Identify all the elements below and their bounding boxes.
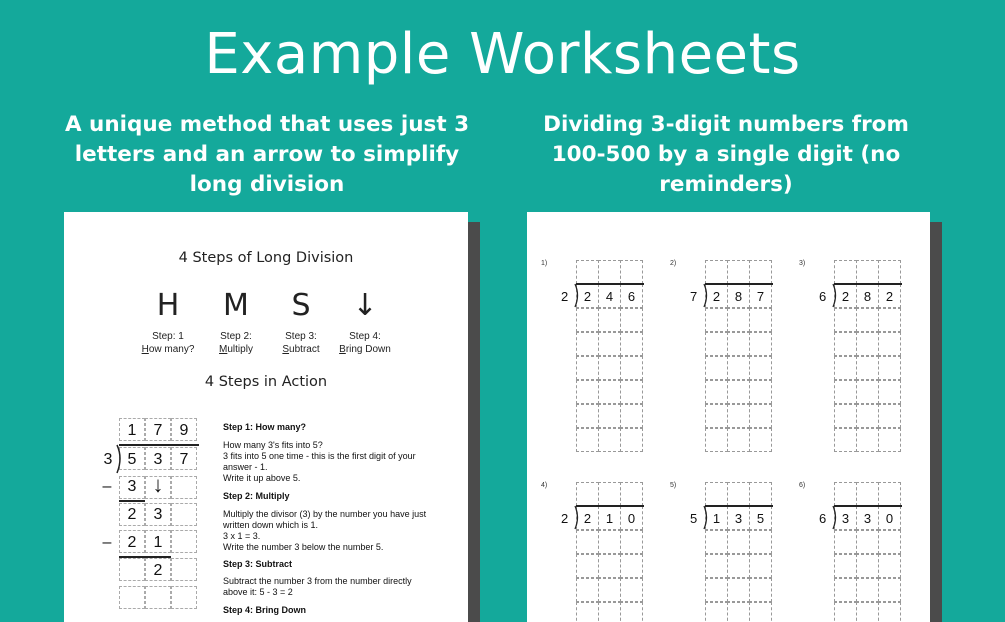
- division-bar: [576, 505, 644, 507]
- dividend-digit: 3: [734, 511, 743, 526]
- grid-cell: [727, 260, 750, 284]
- problem-number: 2): [670, 260, 677, 267]
- grid-cell: [834, 578, 857, 602]
- instruction-heading: Step 2: Multiply: [223, 491, 290, 501]
- grid-cell: [705, 578, 728, 602]
- division-bar: [119, 444, 199, 446]
- grid-cell: [705, 602, 728, 622]
- division-bar: [576, 283, 644, 285]
- grid-cell: [834, 554, 857, 578]
- grid-cell: [727, 356, 750, 380]
- dividend-digit: 0: [627, 511, 636, 526]
- grid-cell: [705, 308, 728, 332]
- grid-cell: [705, 332, 728, 356]
- grid-cell: [749, 530, 772, 554]
- grid-cell: [878, 308, 901, 332]
- divisor: 6: [819, 289, 827, 304]
- grid-cell: [598, 332, 621, 356]
- grid-cell: [856, 380, 879, 404]
- grid-cell: [705, 380, 728, 404]
- grid-cell: [620, 356, 643, 380]
- grid-cell: [834, 308, 857, 332]
- dividend-digit: 3: [841, 511, 850, 526]
- grid-cell: [598, 578, 621, 602]
- instruction-text: Write the number 3 below the number 5.: [223, 542, 384, 552]
- instruction-text: written down which is 1.: [223, 520, 319, 530]
- grid-cell: [620, 380, 643, 404]
- grid-cell: [576, 482, 599, 506]
- down-arrow-icon: ↓: [352, 288, 378, 323]
- grid-cell: [856, 554, 879, 578]
- grid-cell: [620, 308, 643, 332]
- grid-cell: [749, 308, 772, 332]
- grid-cell: [727, 482, 750, 506]
- grid-cell: [576, 602, 599, 622]
- grid-cell: [856, 428, 879, 452]
- grid-cell: [749, 554, 772, 578]
- divisor: 3: [103, 451, 113, 468]
- problem-number: 1): [541, 260, 548, 267]
- grid-cell: [576, 428, 599, 452]
- dividend-digit: 1: [605, 511, 614, 526]
- division-bar: [834, 505, 902, 507]
- instruction-heading: Step 3: Subtract: [223, 559, 293, 569]
- step-caption-1: Step: 1 How many?: [141, 331, 195, 355]
- grid-cell: [705, 428, 728, 452]
- grid-cell: [576, 404, 599, 428]
- grid-cell: [727, 308, 750, 332]
- divisor: 2: [561, 511, 569, 526]
- grid-cell: [749, 482, 772, 506]
- grid-cell: [576, 530, 599, 554]
- grid-cell: [834, 482, 857, 506]
- grid-cell: [878, 578, 901, 602]
- instruction-text: 3 fits into 5 one time - this is the first digit of your: [223, 451, 416, 461]
- minus-sign: –: [102, 478, 112, 495]
- subtract-digit: 2: [127, 534, 137, 551]
- left-worksheet: [64, 212, 468, 622]
- grid-cell: [834, 356, 857, 380]
- letter-m: M: [223, 288, 249, 323]
- grid-cell: [727, 530, 750, 554]
- bring-down-arrow-icon: ↓: [152, 472, 164, 497]
- grid-cell: [878, 428, 901, 452]
- instruction-heading: Step 4: Bring Down: [223, 605, 306, 615]
- step-caption-3: Step 3: Subtract: [282, 331, 320, 355]
- dividend-digit: 3: [153, 451, 163, 468]
- dividend-digit: 6: [627, 289, 636, 304]
- remainder-digit: 2: [153, 562, 163, 579]
- division-bar: [705, 505, 773, 507]
- grid-cell: [620, 428, 643, 452]
- steps-title: 4 Steps of Long Division: [178, 250, 354, 266]
- grid-cell: [749, 380, 772, 404]
- grid-cell: [598, 602, 621, 622]
- grid-cell: [749, 602, 772, 622]
- letter-h: H: [156, 288, 180, 323]
- subtract-digit: 1: [153, 534, 163, 551]
- grid-cell: [856, 260, 879, 284]
- grid-cell: [620, 404, 643, 428]
- subtraction-line: [119, 556, 171, 558]
- page-title: Example Worksheets: [204, 22, 801, 87]
- grid-cell: [576, 554, 599, 578]
- grid-cell: [598, 482, 621, 506]
- dividend-digit: 2: [841, 289, 850, 304]
- grid-cell: [727, 602, 750, 622]
- grid-cell: [834, 380, 857, 404]
- problem-number: 5): [670, 482, 677, 489]
- divisor: 2: [561, 289, 569, 304]
- quotient-digit: 9: [179, 422, 189, 439]
- grid-cell: [598, 530, 621, 554]
- grid-cell: [834, 428, 857, 452]
- remainder-digit: 3: [153, 506, 163, 523]
- right-subtitle: Dividing 3-digit numbers from 100-500 by a single digit (no reminders): [543, 112, 909, 197]
- dividend-digit: 1: [712, 511, 721, 526]
- divisor: 7: [690, 289, 698, 304]
- grid-cell: [598, 260, 621, 284]
- grid-cell: [576, 260, 599, 284]
- grid-cell: [620, 260, 643, 284]
- right-worksheet: [527, 212, 930, 622]
- grid-cell: [576, 308, 599, 332]
- grid-cell: [749, 428, 772, 452]
- grid-cell: [856, 482, 879, 506]
- problem-number: 3): [799, 260, 806, 267]
- grid-cell: [620, 332, 643, 356]
- division-bar: [705, 283, 773, 285]
- grid-cell: [576, 578, 599, 602]
- grid-cell: [856, 308, 879, 332]
- dividend-digit: 2: [885, 289, 894, 304]
- grid-cell: [878, 530, 901, 554]
- grid-cell: [620, 554, 643, 578]
- grid-cell: [878, 482, 901, 506]
- division-bar: [834, 283, 902, 285]
- divisor: 6: [819, 511, 827, 526]
- step-caption-2: Step 2: Multiply: [219, 331, 253, 355]
- grid-cell: [878, 380, 901, 404]
- grid-cell: [856, 602, 879, 622]
- grid-cell: [727, 554, 750, 578]
- grid-cell: [834, 260, 857, 284]
- grid-cell: [620, 530, 643, 554]
- dividend-digit: 5: [127, 451, 137, 468]
- grid-cell: [705, 356, 728, 380]
- grid-cell: [598, 428, 621, 452]
- grid-cell: [834, 602, 857, 622]
- grid-cell: [727, 404, 750, 428]
- dividend-digit: 5: [756, 511, 765, 526]
- grid-cell: [727, 428, 750, 452]
- dividend-digit: 8: [863, 289, 872, 304]
- grid-cell: [705, 260, 728, 284]
- dividend-digit: 4: [605, 289, 614, 304]
- grid-cell: [705, 482, 728, 506]
- grid-cell: [598, 554, 621, 578]
- grid-cell: [598, 356, 621, 380]
- instruction-text: Multiply the divisor (3) by the number you have just: [223, 509, 427, 519]
- grid-cell: [705, 554, 728, 578]
- grid-cell: [834, 332, 857, 356]
- grid-cell: [598, 380, 621, 404]
- grid-cell: [878, 554, 901, 578]
- step-caption-4: Step 4: Bring Down: [339, 331, 391, 355]
- dividend-digit: 3: [863, 511, 872, 526]
- problem-number: 4): [541, 482, 548, 489]
- instruction-text: above it: 5 - 3 = 2: [223, 587, 293, 597]
- grid-cell: [749, 578, 772, 602]
- grid-cell: [749, 332, 772, 356]
- dividend-digit: 8: [734, 289, 743, 304]
- grid-cell: [727, 332, 750, 356]
- grid-cell: [856, 578, 879, 602]
- instruction-text: Write it up above 5.: [223, 473, 301, 483]
- dividend-digit: 7: [179, 451, 189, 468]
- grid-cell: [576, 356, 599, 380]
- grid-cell: [749, 404, 772, 428]
- problem-number: 6): [799, 482, 806, 489]
- remainder-digit: 2: [127, 506, 137, 523]
- divisor: 5: [690, 511, 698, 526]
- grid-cell: [727, 578, 750, 602]
- grid-cell: [834, 404, 857, 428]
- quotient-digit: 1: [127, 422, 137, 439]
- quotient-digit: 7: [153, 422, 163, 439]
- instruction-text: answer - 1.: [223, 462, 268, 472]
- grid-cell: [878, 602, 901, 622]
- grid-cell: [727, 380, 750, 404]
- left-subtitle: A unique method that uses just 3 letters and an arrow to simplify long division: [64, 112, 470, 197]
- grid-cell: [576, 332, 599, 356]
- grid-cell: [576, 380, 599, 404]
- grid-cell: [705, 404, 728, 428]
- letter-s: S: [291, 288, 311, 323]
- subtract-digit: 3: [127, 478, 137, 495]
- dividend-digit: 2: [583, 289, 592, 304]
- grid-cell: [749, 260, 772, 284]
- dividend-digit: 2: [583, 511, 592, 526]
- grid-cell: [598, 308, 621, 332]
- dividend-digit: 2: [712, 289, 721, 304]
- instruction-heading: Step 1: How many?: [223, 422, 307, 432]
- grid-cell: [598, 404, 621, 428]
- grid-cell: [749, 356, 772, 380]
- grid-cell: [856, 530, 879, 554]
- instruction-text: 3 x 1 = 3.: [223, 531, 261, 541]
- dividend-digit: 0: [885, 511, 894, 526]
- instruction-text: Subtract the number 3 from the number directly: [223, 576, 412, 586]
- instruction-text: How many 3's fits into 5?: [223, 440, 323, 450]
- grid-cell: [834, 530, 857, 554]
- action-title: 4 Steps in Action: [204, 374, 328, 390]
- grid-cell: [620, 482, 643, 506]
- dividend-digit: 7: [756, 289, 765, 304]
- grid-cell: [620, 578, 643, 602]
- grid-cell: [878, 404, 901, 428]
- grid-cell: [856, 332, 879, 356]
- grid-cell: [856, 356, 879, 380]
- grid-cell: [705, 530, 728, 554]
- grid-cell: [878, 356, 901, 380]
- grid-cell: [856, 404, 879, 428]
- grid-cell: [878, 332, 901, 356]
- grid-cell: [620, 602, 643, 622]
- minus-sign: –: [102, 534, 112, 551]
- grid-cell: [878, 260, 901, 284]
- subtraction-line: [119, 500, 145, 502]
